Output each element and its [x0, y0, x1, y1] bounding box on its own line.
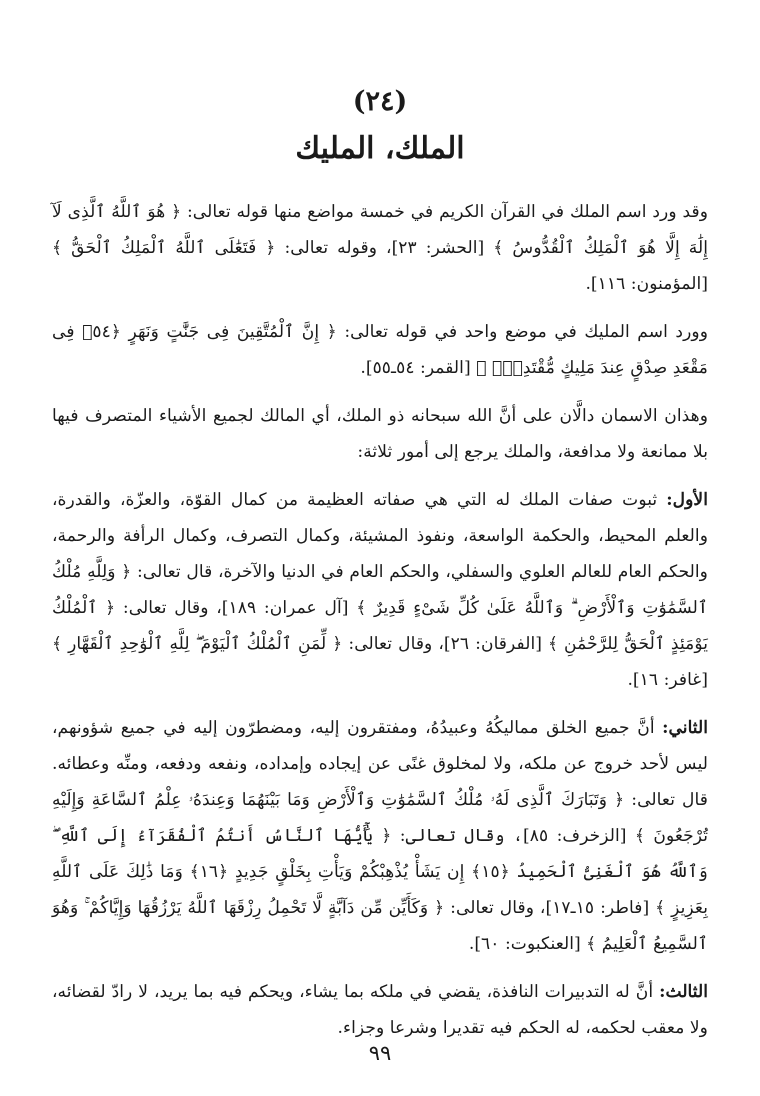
paragraph-intro-malik: [52, 194, 708, 302]
paragraph-summary: [52, 398, 708, 470]
paragraph-second-point: [52, 710, 708, 962]
paragraph-text: وقد ورد اسم الملك في القرآن الكريم في خمسة مواضع منها قوله تعالى: ﴿ هُوَ ٱللَّهُ ٱلَّذِى لَآ إِلَٰهَ إِلَّا هُوَ ٱلْمَلِكُ ٱلْقُدُّوسُ ﴾ [الحشر: ٢٣]، وقوله تعالى: ﴿ فَتَعَٰلَى ٱللَّهُ ٱلْمَلِكُ ٱلْحَقُّ ﴾ [المؤمنون: ١١٦].: [52, 202, 708, 294]
paragraph-text: أنَّ له التدبيرات النافذة، يقضي في ملكه بما يشاء، ويحكم فيه بما يريد، لا رادّ لقضائه، ولا معقب لحكمه، له الحكم فيه تقديرا وشرعا وجزاء.: [52, 982, 708, 1038]
paragraph-text: وهذان الاسمان دالَّان على أنَّ الله سبحانه ذو الملك، أي المالك لجميع الأشياء المتصرف فيها بلا ممانعة ولا مدافعة، والملك يرجع إلى أمور ثلاثة:: [52, 406, 708, 462]
paragraph-third-point: [52, 974, 708, 1046]
paragraph-intro-malik-2: [52, 314, 708, 386]
paragraph-text: ثبوت صفات الملك له التي هي صفاته العظيمة من كمال القوّة، والعزّة، والقدرة، والعلم المحيط، والحكمة الواسعة، ونفوذ المشيئة، وكمال التصرف، وكمال الرأفة والرحمة، والحكم العام للعالم العلوي والسفلي، والحكم العام في الدنيا والآخرة، قال تعالى: ﴿ وَلِلَّهِ مُلْكُ ٱلسَّمَٰوَٰتِ وَٱلْأَرْضِ ۗ وَٱللَّهُ عَلَىٰ كُلِّ شَىْءٍ قَدِيرٌ ﴾ [آل عمران: ١٨٩]، وقال تعالى: ﴿ ٱلْمُلْكُ يَوْمَئِذٍ ٱلْحَقُّ لِلرَّحْمَٰنِ ﴾ [الفرقان: ٢٦]، وقال تعالى: ﴿ لِّمَنِ ٱلْمُلْكُ ٱلْيَوْمَ ۖ لِلَّهِ ٱلْوَٰحِدِ ٱلْقَهَّارِ ﴾ [غافر: ١٦].: [52, 490, 708, 690]
paragraph-text: وورد اسم المليك في موضع واحد في قوله تعالى: ﴿ إِنَّ ٱلْمُتَّقِينَ فِى جَنَّٰتٍ وَنَهَرٍ ﴿٥٤﴾ فِى مَقْعَدِ صِدْقٍ عِندَ مَلِيكٍ مُّقْتَدِرٍۭ ﴾ [القمر: ٥٤ـ٥٥].: [52, 322, 708, 378]
point-lead: الأول:: [666, 490, 708, 510]
paragraph-first-point: [52, 482, 708, 698]
point-lead: الثاني:: [662, 718, 708, 738]
chapter-number: (٢٤): [352, 86, 408, 117]
page-number: ٩٩: [368, 1041, 392, 1065]
chapter-title: الملك، المليك: [295, 131, 465, 166]
point-lead: الثالث:: [659, 982, 708, 1002]
paragraph-text: أنَّ جميع الخلق مماليكُهُ وعبيدُهُ، ومفتقرون إليه، ومضطرّون إليه في جميع شؤونهم، ليس لأحد خروج عن ملكه، ولا لمخلوق غنًى عن إيجاده وإمداده، ونفعه ودفعه، ومنِّه وعطائه. قال تعالى: ﴿ وَتَبَارَكَ ٱلَّذِى لَهُۥ مُلْكُ ٱلسَّمَٰوَٰتِ وَٱلْأَرْضِ وَمَا بَيْنَهُمَا وَعِندَهُۥ عِلْمُ ٱلسَّاعَةِ وَإِلَيْهِ تُرْجَعُونَ ﴾ [الزخرف: ٨٥]، وقال تعالى: ﴿ يَٰٓأَيُّهَا ٱلنَّاسُ أَنتُمُ ٱلْفُقَرَآءُ إِلَى ٱللَّهِ ۖ وَٱللَّهُ هُوَ ٱلْغَنِىُّ ٱلْحَمِيدُ ﴿١٥﴾ إِن يَشَأْ يُذْهِبْكُمْ وَيَأْتِ بِخَلْقٍ جَدِيدٍ ﴿١٦﴾ وَمَا ذَٰلِكَ عَلَى ٱللَّهِ بِعَزِيزٍ ﴾ [فاطر: ١٥ـ١٧]، وقال تعالى: ﴿ وَكَأَيِّن مِّن دَآبَّةٍ لَّا تَحْمِلُ رِزْقَهَا ٱللَّهُ يَرْزُقُهَا وَإِيَّاكُمْ ۚ وَهُوَ ٱلسَّمِيعُ ٱلْعَلِيمُ ﴾ [العنكبوت: ٦٠].: [52, 718, 709, 954]
